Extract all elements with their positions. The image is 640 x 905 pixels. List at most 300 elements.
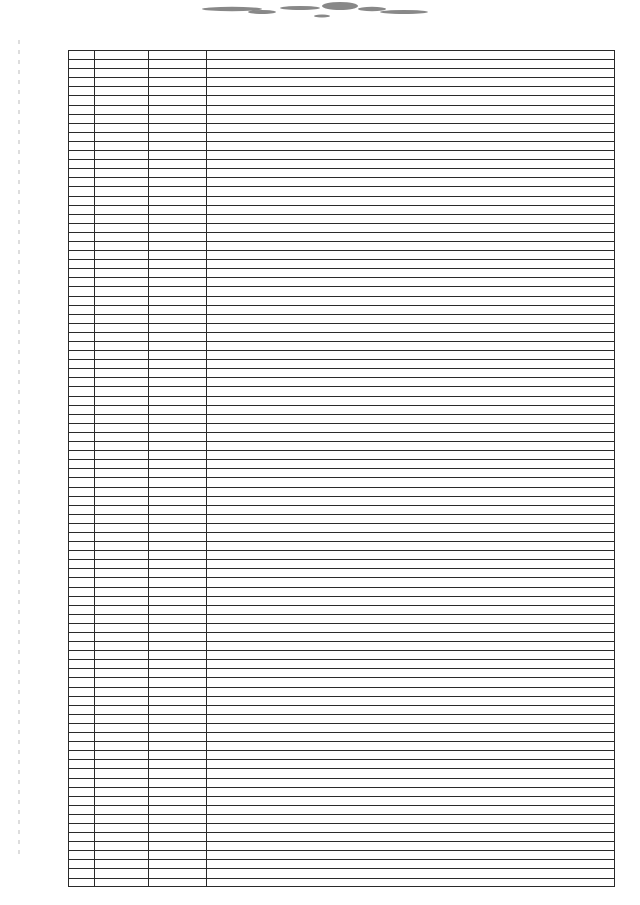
table-row bbox=[68, 450, 614, 459]
table-row bbox=[68, 196, 614, 205]
table-cell bbox=[207, 450, 615, 459]
table-cell bbox=[95, 105, 149, 114]
table-cell bbox=[95, 850, 149, 859]
table-cell bbox=[95, 241, 149, 250]
table-cell bbox=[69, 159, 95, 168]
table-cell bbox=[207, 605, 615, 614]
table-cell bbox=[69, 77, 95, 86]
table-cell bbox=[149, 277, 207, 286]
table-cell bbox=[95, 805, 149, 814]
table-cell bbox=[95, 468, 149, 477]
table-cell bbox=[207, 59, 615, 68]
table-cell bbox=[69, 423, 95, 432]
table-cell bbox=[95, 350, 149, 359]
table-row bbox=[68, 568, 614, 577]
table-cell bbox=[207, 677, 615, 686]
table-cell bbox=[149, 132, 207, 141]
table-cell bbox=[207, 714, 615, 723]
table-cell bbox=[95, 768, 149, 777]
table-row bbox=[68, 650, 614, 659]
table-cell bbox=[95, 68, 149, 77]
table-cell bbox=[95, 214, 149, 223]
table-cell bbox=[69, 523, 95, 532]
table-cell bbox=[69, 568, 95, 577]
table-row bbox=[68, 659, 614, 668]
table-cell bbox=[149, 323, 207, 332]
table-row bbox=[68, 341, 614, 350]
table-cell bbox=[149, 632, 207, 641]
table-row bbox=[68, 587, 614, 596]
table-cell bbox=[207, 141, 615, 150]
table-row bbox=[68, 496, 614, 505]
table-cell bbox=[69, 205, 95, 214]
table-cell bbox=[69, 259, 95, 268]
table-row bbox=[68, 277, 614, 286]
table-cell bbox=[69, 741, 95, 750]
table-cell bbox=[149, 568, 207, 577]
table-cell bbox=[95, 796, 149, 805]
table-cell bbox=[69, 450, 95, 459]
table-cell bbox=[149, 687, 207, 696]
table-cell bbox=[207, 705, 615, 714]
table-row bbox=[68, 550, 614, 559]
table-row bbox=[68, 732, 614, 741]
table-row bbox=[68, 68, 614, 77]
table-cell bbox=[207, 532, 615, 541]
table-cell bbox=[207, 841, 615, 850]
table-cell bbox=[207, 723, 615, 732]
table-cell bbox=[207, 250, 615, 259]
table-cell bbox=[149, 405, 207, 414]
table-cell bbox=[69, 405, 95, 414]
table-cell bbox=[149, 750, 207, 759]
table-row bbox=[68, 323, 614, 332]
table-cell bbox=[149, 514, 207, 523]
table-cell bbox=[95, 114, 149, 123]
table-cell bbox=[95, 286, 149, 295]
table-cell bbox=[207, 559, 615, 568]
table-row bbox=[68, 532, 614, 541]
table-cell bbox=[149, 332, 207, 341]
table-cell bbox=[207, 377, 615, 386]
table-cell bbox=[69, 186, 95, 195]
table-cell bbox=[95, 841, 149, 850]
table-cell bbox=[149, 286, 207, 295]
table-cell bbox=[149, 814, 207, 823]
table-cell bbox=[207, 414, 615, 423]
scan-smudge bbox=[0, 0, 640, 30]
table-cell bbox=[69, 350, 95, 359]
table-cell bbox=[69, 514, 95, 523]
table-cell bbox=[95, 132, 149, 141]
table-cell bbox=[95, 505, 149, 514]
table-cell bbox=[207, 150, 615, 159]
table-cell bbox=[149, 268, 207, 277]
table-row bbox=[68, 459, 614, 468]
table-cell bbox=[69, 505, 95, 514]
table-cell bbox=[69, 723, 95, 732]
table-cell bbox=[149, 714, 207, 723]
table-cell bbox=[69, 368, 95, 377]
table-row bbox=[68, 59, 614, 68]
table-cell bbox=[95, 341, 149, 350]
table-cell bbox=[149, 232, 207, 241]
table-cell bbox=[207, 496, 615, 505]
table-row bbox=[68, 741, 614, 750]
table-row bbox=[68, 386, 614, 395]
table-row bbox=[68, 614, 614, 623]
table-cell bbox=[149, 614, 207, 623]
table-cell bbox=[95, 550, 149, 559]
table-cell bbox=[95, 368, 149, 377]
table-cell bbox=[69, 341, 95, 350]
table-cell bbox=[149, 723, 207, 732]
table-row bbox=[68, 350, 614, 359]
table-row bbox=[68, 241, 614, 250]
table-cell bbox=[69, 141, 95, 150]
table-cell bbox=[69, 696, 95, 705]
table-cell bbox=[69, 459, 95, 468]
table-cell bbox=[95, 159, 149, 168]
table-cell bbox=[69, 841, 95, 850]
table-cell bbox=[95, 650, 149, 659]
table-cell bbox=[149, 741, 207, 750]
table-row bbox=[68, 123, 614, 132]
table-cell bbox=[95, 878, 149, 887]
table-cell bbox=[207, 314, 615, 323]
table-cell bbox=[69, 714, 95, 723]
table-cell bbox=[207, 850, 615, 859]
table-cell bbox=[95, 868, 149, 877]
table-cell bbox=[207, 477, 615, 486]
table-cell bbox=[69, 668, 95, 677]
table-cell bbox=[95, 186, 149, 195]
table-cell bbox=[207, 241, 615, 250]
table-row bbox=[68, 177, 614, 186]
table-row bbox=[68, 668, 614, 677]
table-cell bbox=[149, 414, 207, 423]
table-cell bbox=[69, 359, 95, 368]
table-row bbox=[68, 505, 614, 514]
table-cell bbox=[149, 159, 207, 168]
table-row bbox=[68, 878, 614, 887]
table-cell bbox=[207, 77, 615, 86]
table-cell bbox=[95, 587, 149, 596]
table-row bbox=[68, 259, 614, 268]
table-cell bbox=[207, 386, 615, 395]
table-cell bbox=[149, 95, 207, 104]
table-row bbox=[68, 632, 614, 641]
table-cell bbox=[69, 123, 95, 132]
table-cell bbox=[95, 405, 149, 414]
table-cell bbox=[207, 405, 615, 414]
table-cell bbox=[149, 505, 207, 514]
table-cell bbox=[149, 114, 207, 123]
table-cell bbox=[69, 214, 95, 223]
table-cell bbox=[95, 778, 149, 787]
table-cell bbox=[95, 605, 149, 614]
table-cell bbox=[207, 305, 615, 314]
table-cell bbox=[95, 296, 149, 305]
table-row bbox=[68, 605, 614, 614]
table-cell bbox=[69, 59, 95, 68]
table-cell bbox=[69, 759, 95, 768]
table-cell bbox=[95, 86, 149, 95]
table-cell bbox=[207, 341, 615, 350]
table-cell bbox=[207, 696, 615, 705]
table-cell bbox=[69, 650, 95, 659]
table-row bbox=[68, 423, 614, 432]
table-cell bbox=[69, 286, 95, 295]
table-cell bbox=[207, 868, 615, 877]
table-row bbox=[68, 250, 614, 259]
table-row bbox=[68, 150, 614, 159]
table-cell bbox=[207, 750, 615, 759]
table-cell bbox=[149, 732, 207, 741]
table-cell bbox=[95, 568, 149, 577]
table-cell bbox=[207, 768, 615, 777]
table-cell bbox=[69, 50, 95, 59]
table-cell bbox=[95, 396, 149, 405]
table-cell bbox=[95, 305, 149, 314]
table-row bbox=[68, 787, 614, 796]
table-cell bbox=[69, 577, 95, 586]
table-cell bbox=[149, 123, 207, 132]
table-cell bbox=[149, 259, 207, 268]
table-row bbox=[68, 159, 614, 168]
table-row bbox=[68, 114, 614, 123]
table-row bbox=[68, 105, 614, 114]
table-row bbox=[68, 314, 614, 323]
table-cell bbox=[95, 250, 149, 259]
table-row bbox=[68, 841, 614, 850]
table-cell bbox=[95, 632, 149, 641]
table-cell bbox=[149, 177, 207, 186]
table-cell bbox=[207, 123, 615, 132]
table-cell bbox=[69, 623, 95, 632]
table-cell bbox=[69, 805, 95, 814]
table-cell bbox=[69, 496, 95, 505]
table-cell bbox=[95, 59, 149, 68]
table-cell bbox=[149, 659, 207, 668]
table-cell bbox=[95, 487, 149, 496]
table-cell bbox=[149, 368, 207, 377]
table-cell bbox=[207, 95, 615, 104]
table-row bbox=[68, 186, 614, 195]
table-cell bbox=[149, 523, 207, 532]
table-cell bbox=[149, 396, 207, 405]
table-row bbox=[68, 396, 614, 405]
table-cell bbox=[149, 796, 207, 805]
table-cell bbox=[207, 587, 615, 596]
table-row bbox=[68, 541, 614, 550]
table-cell bbox=[207, 832, 615, 841]
table-cell bbox=[149, 787, 207, 796]
table-cell bbox=[149, 168, 207, 177]
table-cell bbox=[207, 159, 615, 168]
table-row bbox=[68, 305, 614, 314]
table-cell bbox=[149, 759, 207, 768]
table-cell bbox=[149, 623, 207, 632]
table-cell bbox=[95, 759, 149, 768]
table-cell bbox=[95, 787, 149, 796]
table-cell bbox=[69, 168, 95, 177]
table-row bbox=[68, 514, 614, 523]
table-row bbox=[68, 468, 614, 477]
table-cell bbox=[207, 86, 615, 95]
table-cell bbox=[207, 359, 615, 368]
table-cell bbox=[95, 659, 149, 668]
table-cell bbox=[207, 505, 615, 514]
table-cell bbox=[95, 232, 149, 241]
table-cell bbox=[95, 577, 149, 586]
table-cell bbox=[207, 568, 615, 577]
table-cell bbox=[149, 805, 207, 814]
table-cell bbox=[95, 723, 149, 732]
table-row bbox=[68, 141, 614, 150]
table-cell bbox=[149, 587, 207, 596]
table-cell bbox=[207, 778, 615, 787]
table-cell bbox=[149, 468, 207, 477]
table-cell bbox=[207, 232, 615, 241]
table-cell bbox=[207, 541, 615, 550]
table-cell bbox=[207, 623, 615, 632]
table-row bbox=[68, 778, 614, 787]
table-cell bbox=[95, 150, 149, 159]
table-cell bbox=[149, 532, 207, 541]
table-row bbox=[68, 850, 614, 859]
table-cell bbox=[95, 450, 149, 459]
table-cell bbox=[207, 514, 615, 523]
register-table bbox=[68, 50, 614, 887]
table-cell bbox=[95, 205, 149, 214]
table-cell bbox=[95, 314, 149, 323]
table-row bbox=[68, 523, 614, 532]
table-cell bbox=[149, 550, 207, 559]
table-cell bbox=[207, 687, 615, 696]
table-cell bbox=[207, 214, 615, 223]
table-cell bbox=[207, 732, 615, 741]
table-cell bbox=[149, 86, 207, 95]
table-cell bbox=[69, 396, 95, 405]
table-row bbox=[68, 95, 614, 104]
table-cell bbox=[69, 232, 95, 241]
table-cell bbox=[207, 487, 615, 496]
table-cell bbox=[207, 596, 615, 605]
table-cell bbox=[149, 77, 207, 86]
table-row bbox=[68, 332, 614, 341]
table-cell bbox=[149, 314, 207, 323]
table-row bbox=[68, 50, 614, 59]
table-cell bbox=[207, 550, 615, 559]
table-row bbox=[68, 432, 614, 441]
table-cell bbox=[69, 432, 95, 441]
table-cell bbox=[149, 459, 207, 468]
table-cell bbox=[207, 114, 615, 123]
table-cell bbox=[207, 177, 615, 186]
table-cell bbox=[95, 750, 149, 759]
table-row bbox=[68, 77, 614, 86]
table-cell bbox=[149, 868, 207, 877]
table-cell bbox=[149, 450, 207, 459]
table-cell bbox=[149, 68, 207, 77]
table-cell bbox=[69, 659, 95, 668]
table-cell bbox=[95, 677, 149, 686]
table-cell bbox=[95, 823, 149, 832]
table-cell bbox=[95, 559, 149, 568]
table-row bbox=[68, 641, 614, 650]
table-row bbox=[68, 405, 614, 414]
table-cell bbox=[69, 823, 95, 832]
table-cell bbox=[69, 177, 95, 186]
table-cell bbox=[207, 196, 615, 205]
table-cell bbox=[207, 332, 615, 341]
table-cell bbox=[149, 186, 207, 195]
table-cell bbox=[69, 814, 95, 823]
table-row bbox=[68, 696, 614, 705]
table-cell bbox=[149, 223, 207, 232]
table-row bbox=[68, 687, 614, 696]
table-cell bbox=[207, 659, 615, 668]
table-cell bbox=[149, 341, 207, 350]
table-cell bbox=[207, 741, 615, 750]
table-cell bbox=[69, 850, 95, 859]
table-cell bbox=[207, 796, 615, 805]
table-cell bbox=[149, 650, 207, 659]
table-row bbox=[68, 168, 614, 177]
table-cell bbox=[149, 105, 207, 114]
table-cell bbox=[207, 641, 615, 650]
table-cell bbox=[95, 223, 149, 232]
table-cell bbox=[95, 259, 149, 268]
table-cell bbox=[149, 605, 207, 614]
table-cell bbox=[69, 596, 95, 605]
table-cell bbox=[69, 377, 95, 386]
table-cell bbox=[69, 605, 95, 614]
table-cell bbox=[69, 305, 95, 314]
table-row bbox=[68, 705, 614, 714]
table-cell bbox=[207, 614, 615, 623]
table-cell bbox=[95, 423, 149, 432]
table-cell bbox=[207, 50, 615, 59]
table-cell bbox=[95, 123, 149, 132]
table-cell bbox=[149, 441, 207, 450]
table-cell bbox=[149, 214, 207, 223]
table-cell bbox=[149, 696, 207, 705]
table-cell bbox=[207, 186, 615, 195]
table-cell bbox=[69, 832, 95, 841]
table-cell bbox=[207, 277, 615, 286]
table-cell bbox=[149, 832, 207, 841]
table-row bbox=[68, 577, 614, 586]
table-row bbox=[68, 232, 614, 241]
table-row bbox=[68, 487, 614, 496]
table-cell bbox=[207, 368, 615, 377]
table-cell bbox=[149, 841, 207, 850]
table-row bbox=[68, 677, 614, 686]
table-row bbox=[68, 86, 614, 95]
table-cell bbox=[69, 150, 95, 159]
table-cell bbox=[69, 296, 95, 305]
table-row bbox=[68, 286, 614, 295]
table-cell bbox=[69, 778, 95, 787]
table-cell bbox=[69, 750, 95, 759]
table-row bbox=[68, 714, 614, 723]
table-cell bbox=[149, 423, 207, 432]
table-row bbox=[68, 414, 614, 423]
table-cell bbox=[149, 296, 207, 305]
table-cell bbox=[69, 114, 95, 123]
